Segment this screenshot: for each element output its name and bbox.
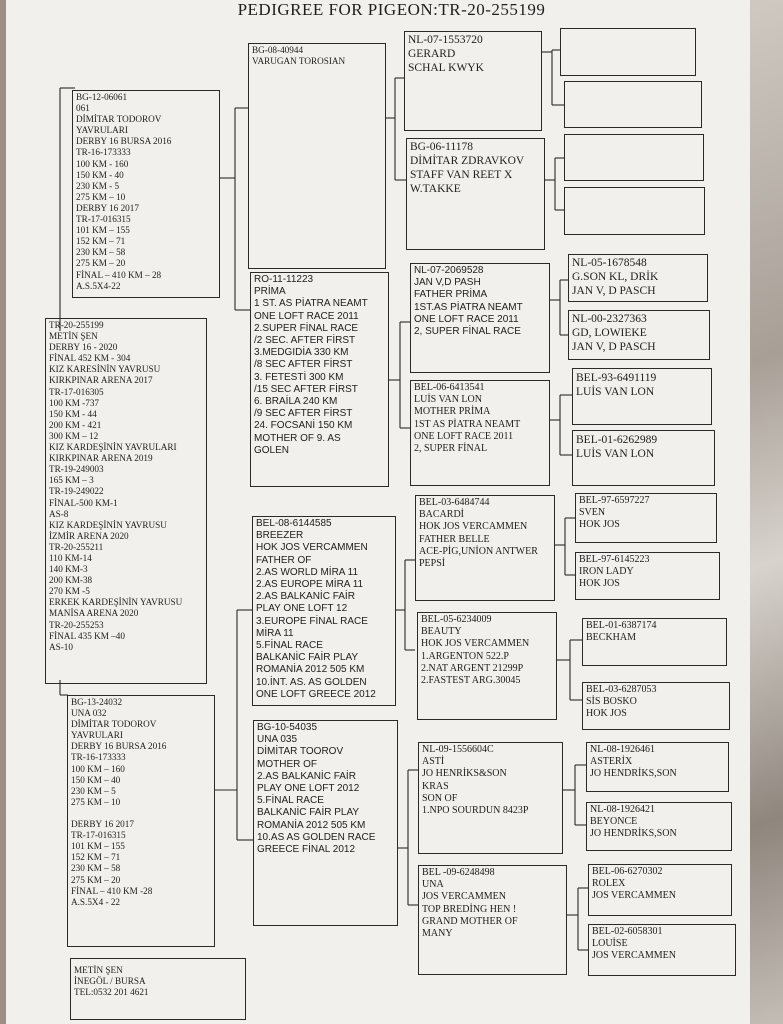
g3-dds-box [418, 742, 563, 854]
pedigree-line: 6. BRAİLA 240 KM [254, 396, 338, 408]
pedigree-line: BALKANİC FAİR PLAY [256, 652, 359, 664]
g4-b-box [564, 81, 702, 128]
pedigree-line: BEL-03-6484744 [419, 497, 490, 508]
pedigree-line: JAN V, D PASCH [572, 341, 656, 353]
pedigree-line: ASTİ [422, 756, 445, 768]
g4-h-box [572, 430, 715, 486]
pedigree-line: JO HENDRİKS,SON [590, 768, 677, 780]
pedigree-line: KIZ KARDEŞİNİN YAVRULARI [49, 442, 177, 453]
pedigree-line: JOS VERCAMMEN [592, 950, 676, 962]
pedigree-line: TEL:0532 201 4621 [74, 987, 149, 998]
pedigree-line: MANİSA ARENA 2020 [49, 608, 139, 619]
pedigree-line: BREEZER [256, 530, 304, 542]
pedigree-line: A.S.5X4-22 [76, 280, 121, 291]
pedigree-line: PRİMA [254, 286, 286, 298]
pedigree-line: JAN V,D PASH [414, 277, 481, 289]
pedigree-line: HOK JOS VERCAMMEN [256, 542, 368, 554]
pedigree-line: 152 KM – 71 [76, 236, 126, 247]
pedigree-line: SCHAL KWYK [408, 62, 484, 74]
pedigree-line: BG-06-11178 [410, 141, 474, 153]
pedigree-line: BEL -09-6248498 [422, 867, 495, 878]
pedigree-line: 3. FETESTİ 300 KM [254, 371, 344, 383]
pedigree-line: 5.FİNAL RACE [257, 795, 324, 807]
pedigree-line: 5.FİNAL RACE [256, 640, 323, 652]
pedigree-line: ONE LOFT GREECE 2012 [256, 688, 376, 700]
pedigree-line: 100 KM -737 [49, 397, 100, 408]
pedigree-line: BEAUTY [421, 626, 462, 638]
dam-dam-box [253, 720, 398, 926]
pedigree-line: MANY [422, 928, 453, 940]
pedigree-line: BEL-93-6491119 [576, 372, 657, 384]
pedigree-line: IRON LADY [579, 566, 634, 578]
pedigree-line: BEL-97-6145223 [579, 554, 650, 565]
subject-pigeon-box [45, 318, 207, 684]
pedigree-line: NL-05-1678548 [572, 257, 647, 269]
pedigree-line: GRAND MOTHER OF [422, 915, 518, 927]
pedigree-line: DERBY 16 2017 [71, 819, 134, 830]
pedigree-line: 2.SUPER FİNAL RACE [254, 322, 359, 334]
pedigree-line: DERBY 16 BURSA 2016 [71, 741, 167, 752]
pedigree-line: 230 KM – 58 [71, 863, 121, 874]
pedigree-line: W.TAKKE [410, 183, 461, 195]
pedigree-line: 3.MEDGIDİA 330 KM [254, 347, 349, 359]
pedigree-line: BEL-06-6413541 [414, 382, 485, 393]
pedigree-line: 10.AS AS GOLDEN RACE [257, 831, 376, 843]
pedigree-line: 10.İNT. AS. AS GOLDEN [256, 676, 367, 688]
pedigree-line: MOTHER OF 9. AS [254, 432, 341, 444]
pedigree-line: DERBY 16 - 2020 [49, 342, 118, 353]
pedigree-line: FİNAL-500 KM-1 [49, 497, 118, 508]
pedigree-line: BALKANİC FAİR PLAY [257, 807, 360, 819]
pedigree-line: 2.AS BALKANİC FAİR [256, 591, 355, 603]
pedigree-line: FİNAL 452 KM - 304 [49, 353, 131, 364]
g4-c-box [564, 134, 704, 181]
pedigree-line: /15 SEC AFTER FİRST [254, 383, 358, 395]
pedigree-line: LUİS VAN LON [576, 448, 655, 460]
pedigree-line: ASTERİX [590, 756, 633, 768]
pedigree-line: FİNAL – 410 KM -28 [71, 885, 153, 896]
sire-sire-box [248, 43, 386, 269]
pedigree-line: TR-16-173333 [76, 147, 131, 158]
pedigree-line: JOS VERCAMMEN [592, 890, 676, 902]
pedigree-line: FATHER OF [256, 554, 312, 566]
pedigree-line: 275 KM – 10 [71, 796, 121, 807]
g4-e-box [568, 254, 708, 302]
pedigree-line: KRAS [422, 780, 449, 792]
pedigree-line: UNA [422, 879, 444, 891]
pedigree-line: TR-17-016315 [71, 830, 126, 841]
pedigree-line: 2, SUPER FİNAL [414, 443, 488, 455]
pedigree-line: STAFF VAN REET X [410, 169, 513, 181]
pedigree-line: UNA 035 [257, 734, 298, 746]
pedigree-line: 1 ST. AS PİATRA NEAMT [254, 298, 368, 310]
pedigree-line: /8 SEC AFTER FİRST [254, 359, 353, 371]
pedigree-line: BEL-05-6234009 [421, 614, 492, 625]
g4-p-box [588, 924, 736, 976]
pedigree-line: ONE LOFT RACE 2011 [414, 313, 519, 325]
pedigree-line: JO HENRİKS&SON [422, 768, 507, 780]
pedigree-line: İZMİR ARENA 2020 [49, 530, 129, 541]
pedigree-line: 275 KM – 10 [76, 191, 126, 202]
pedigree-line: NL-08-1926461 [590, 744, 655, 755]
pedigree-line: JAN V, D PASCH [572, 285, 656, 297]
g3-dss-box [415, 495, 555, 601]
pedigree-line: HOK JOS VERCAMMEN [421, 638, 530, 650]
g3-sss-box [404, 31, 542, 131]
pedigree-line: MİRA 11 [256, 627, 294, 639]
pedigree-line: 1.ARGENTON 522.P [421, 650, 509, 662]
pedigree-line: 2.NAT ARGENT 21299P [421, 662, 524, 674]
pedigree-line: NL-07-2069528 [414, 265, 484, 276]
pedigree-line: 3.EUROPE FİNAL RACE [256, 615, 368, 627]
pedigree-line: 270 KM -5 [49, 586, 90, 597]
pedigree-line: ONE LOFT RACE 2011 [254, 310, 359, 322]
g3-sds-box [410, 263, 550, 373]
pedigree-line: ROMANİA 2012 505 KM [257, 819, 366, 831]
pedigree-line: TR-20-255211 [49, 541, 104, 552]
pedigree-line: 152 KM – 71 [71, 852, 121, 863]
pedigree-line: BEL-06-6270302 [592, 866, 663, 877]
pedigree-line: PLAY ONE LOFT 2012 [257, 783, 360, 795]
pedigree-line: A.S.5X4 - 22 [71, 896, 121, 907]
pedigree-line: NL-00-2327363 [572, 313, 647, 325]
pedigree-line: LOUİSE [592, 938, 628, 950]
pedigree-line: ACE-PİG,UNİON ANTWER [419, 545, 538, 557]
pedigree-line: DERBY 16 BURSA 2016 [76, 136, 172, 147]
pedigree-line: DİMİTAR TOOROV [257, 746, 344, 758]
pedigree-line: 2.FASTEST ARG.30045 [421, 675, 521, 687]
pedigree-line: ROLEX [592, 878, 626, 890]
pedigree-line: 200 KM-38 [49, 575, 93, 586]
g4-n-box [586, 802, 732, 851]
pedigree-line: DİMİTAR TODOROV [71, 719, 157, 730]
g4-m-box [586, 742, 729, 792]
pedigree-line: HOK JOS [586, 708, 627, 720]
pedigree-line: TR-16-173333 [71, 752, 126, 763]
pedigree-line: JOS VERCAMMEN [422, 891, 506, 903]
pedigree-line: 230 KM – 58 [76, 247, 126, 258]
pedigree-line: 200 KM - 421 [49, 419, 102, 430]
pedigree-line: TR-19-249022 [49, 486, 104, 497]
pedigree-line: TR-17-016305 [49, 386, 104, 397]
pedigree-line: RO-11-11223 [254, 274, 314, 285]
g4-l-box [582, 682, 730, 730]
pedigree-line: AS-8 [49, 508, 69, 519]
pedigree-line: METİN ŞEN [74, 965, 123, 975]
g4-f-box [568, 310, 710, 360]
pedigree-line: NL-09-1556604C [422, 744, 494, 755]
pedigree-line: /9 SEC AFTER FİRST [254, 408, 353, 420]
pedigree-line: NL-08-1926421 [590, 804, 655, 815]
pedigree-line: HOK JOS VERCAMMEN [419, 521, 528, 533]
pedigree-line: 165 KM – 3 [49, 475, 94, 486]
pedigree-line: BG-13-24032 [71, 697, 123, 707]
pedigree-line: MOTHER PRİMA [414, 406, 491, 418]
pedigree-line: BEYONCE [590, 816, 638, 828]
pedigree-line: PLAY ONE LOFT 12 [256, 603, 348, 615]
pedigree-line: ONE LOFT RACE 2011 [414, 430, 514, 442]
pedigree-line: GD, LOWIEKE [572, 327, 647, 339]
pedigree-line: BEL-08-6144585 [256, 518, 332, 529]
g4-j-box [575, 552, 720, 600]
dam-sire-box [252, 516, 396, 706]
pedigree-line: SVEN [579, 507, 606, 519]
pedigree-line: TR-17-016315 [76, 214, 131, 225]
pedigree-line: MOTHER OF [257, 758, 317, 770]
g4-k-box [582, 618, 727, 666]
pedigree-line: 2.AS BALKANİC FAİR [257, 770, 356, 782]
pedigree-line: LUİS VAN LON [576, 386, 655, 398]
pedigree-line: 150 KM - 44 [49, 408, 97, 419]
pedigree-line: TOP BREDİNG HEN ! [422, 903, 517, 915]
pedigree-line: FİNAL – 410 KM – 28 [76, 269, 162, 280]
pedigree-line: UNA 032 [71, 708, 107, 719]
pedigree-line: 275 KM – 20 [71, 874, 121, 885]
pedigree-line: 150 KM - 40 [76, 169, 124, 180]
pedigree-line: FATHER PRİMA [414, 289, 488, 301]
owner-box [70, 958, 246, 1020]
pedigree-line: GOLEN [254, 444, 290, 456]
page-title: PEDIGREE FOR PIGEON:TR-20-255199 [237, 0, 546, 19]
pedigree-line: TR-20-255253 [49, 619, 104, 630]
g4-d-box [564, 187, 705, 235]
pedigree-line: 2, SUPER FİNAL RACE [414, 326, 521, 338]
pedigree-line: YAVRULARI [71, 730, 123, 741]
pedigree-line: NL-07-1553720 [408, 34, 483, 46]
pedigree-line: 24. FOCSANİ 150 KM [254, 420, 353, 432]
pedigree-line: YAVRULARI [76, 125, 128, 136]
pedigree-line: İNEGÖL / BURSA [74, 976, 146, 987]
g3-ddd-box [418, 865, 567, 975]
pedigree-line: 061 [76, 103, 90, 114]
g4-o-box [588, 864, 732, 916]
g4-g-box [572, 368, 712, 425]
pedigree-line: BEL-03-6287053 [586, 684, 657, 695]
pedigree-line: GERARD [408, 48, 456, 60]
pedigree-line: BACARDİ [419, 509, 465, 521]
pedigree-line: KIRKPINAR ARENA 2019 [49, 453, 153, 464]
g3-sdd-box [410, 380, 550, 486]
pedigree-line: G.SON KL, DRİK [572, 271, 659, 283]
pedigree-line: FATHER BELLE [419, 533, 490, 545]
pedigree-line: 1ST AS PİATRA NEAMT [414, 418, 521, 430]
pedigree-line: BG-08-40944 [252, 45, 304, 55]
pedigree-line [71, 808, 211, 819]
pedigree-line: AS-10 [49, 641, 73, 652]
pedigree-line: 100 KM – 160 [71, 763, 125, 774]
pedigree-line: HOK JOS [579, 578, 620, 590]
pedigree-line: KIZ KARDEŞİNİN YAVRUSU [49, 519, 167, 530]
pedigree-line: 100 KM - 160 [76, 158, 129, 169]
pedigree-line: TR-19-249003 [49, 464, 104, 475]
pedigree-line: 230 KM - 5 [76, 180, 120, 191]
pedigree-line: 2.AS WORLD MİRA 11 [256, 566, 359, 578]
pedigree-line: BEL-97-6597227 [579, 495, 650, 506]
pedigree-line: TR-20-255199 [49, 320, 104, 330]
dam-box [67, 695, 215, 947]
pedigree-line: 2.AS EUROPE MİRA 11 [256, 579, 364, 591]
pedigree-line: DİMİTAR TODOROV [76, 114, 162, 125]
pedigree-line: SİS BOSKO [586, 696, 637, 708]
g4-i-box [575, 493, 717, 543]
pedigree-line: BECKHAM [586, 632, 637, 644]
pedigree-line: KIRKPINAR ARENA 2017 [49, 375, 153, 386]
g3-dsd-box [417, 612, 557, 720]
pedigree-line: LUİS VAN LON [414, 394, 482, 406]
pedigree-line: BEL-01-6262989 [576, 434, 658, 446]
pedigree-line: FİNAL 435 KM –40 [49, 630, 125, 641]
pedigree-line: BEL-01-6387174 [586, 620, 657, 631]
pedigree-line: BEL-02-6058301 [592, 926, 663, 937]
pedigree-line: 275 KM – 20 [76, 258, 126, 269]
pedigree-line: DİMİTAR ZDRAVKOV [410, 155, 525, 167]
pedigree-line: VARUGAN TOROSIAN [252, 56, 346, 67]
pedigree-line: ROMANİA 2012 505 KM [256, 664, 365, 676]
pedigree-line: KIZ KARESİNİN YAVRUSU [49, 364, 161, 375]
pedigree-line: JO HENDRİKS,SON [590, 828, 677, 840]
pedigree-line: 101 KM – 155 [76, 225, 130, 236]
sire-dam-box [250, 272, 389, 487]
pedigree-line: 140 KM-3 [49, 564, 88, 575]
pedigree-line: BG-10-54035 [257, 722, 318, 733]
pedigree-line: 110 KM-14 [49, 552, 92, 563]
pedigree-line: DERBY 16 2017 [76, 202, 139, 213]
pedigree-line: HOK JOS [579, 519, 620, 531]
pedigree-line: 1.NPO SOURDUN 8423P [422, 805, 529, 817]
pedigree-line: /2 SEC. AFTER FİRST [254, 335, 356, 347]
pedigree-line: 150 KM – 40 [71, 774, 121, 785]
g3-ssd-box [406, 138, 545, 250]
pedigree-line: 101 KM – 155 [71, 841, 125, 852]
pedigree-line: PEPSİ [419, 558, 446, 570]
pedigree-line: ERKEK KARDEŞİNİN YAVRUSU [49, 597, 183, 608]
pedigree-line: 1ST.AS PİATRA NEAMT [414, 301, 523, 313]
pedigree-line: SON OF [422, 792, 458, 804]
pedigree-line: 230 KM – 5 [71, 785, 116, 796]
pedigree-line: 300 KM – 12 [49, 430, 99, 441]
sire-box [72, 90, 220, 298]
g4-a-box [560, 28, 696, 76]
pedigree-line: GREECE FİNAL 2012 [257, 844, 356, 856]
pedigree-line: METİN ŞEN [49, 331, 98, 342]
pedigree-line: BG-12-06061 [76, 92, 128, 102]
